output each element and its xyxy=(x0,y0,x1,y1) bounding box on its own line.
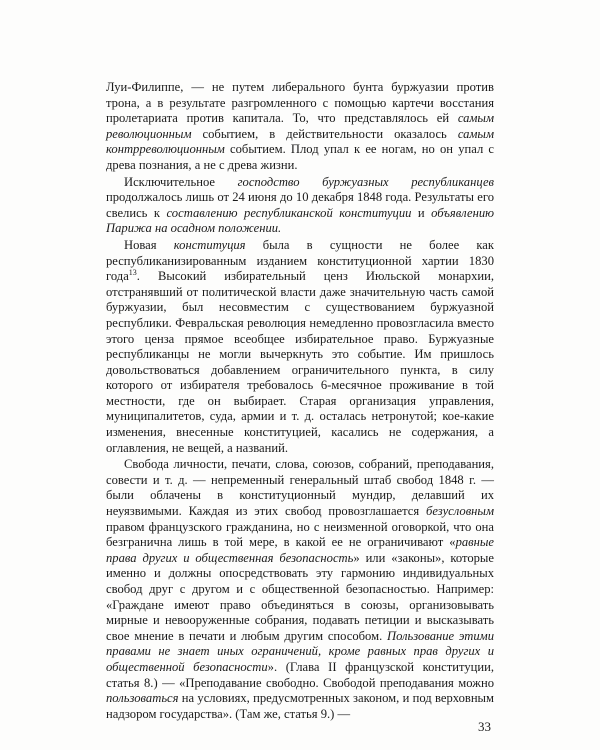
text-run: правом французского гражданина, но с неизменной оговоркой, что она безгранична лишь в той мере, в какой ее не ограничивают « xyxy=(106,519,494,550)
text-run: на условиях, предусмотренных законом, и под верховным надзором государства». (Там же, статья 9.) — xyxy=(106,691,494,721)
paragraph xyxy=(106,80,494,174)
italic-text: объявлению Парижа на осадном положении. xyxy=(106,205,494,236)
italic-text: равные права других и общественная безопасность xyxy=(106,535,494,565)
italic-text: Пользование этими правами не знает иных ограничений, кроме равных прав других и общественной безопасности xyxy=(106,628,494,674)
text-run: событием, в действительности оказалось xyxy=(191,126,458,141)
italic-text: составлению республиканской конституции xyxy=(166,205,412,220)
paragraph xyxy=(106,457,494,722)
text-run: и xyxy=(411,205,432,220)
text-run: . Высокий избирательный ценз Июльской монархии, отстранявший от политической власти даже значительную часть самой буржуазии, был несовместим с существованием буржуазной республики. Февральская революция немедленно провозгласила вместо этого ценза прямое всеобщее избирательное право. Буржуазные республиканцы не могли вычеркнуть это событие. Им пришлось довольствоваться добавлением ограничительного пункта, в силу которого от избирателя требовалось 6-месячное проживание в той местности, где он выбирает. Старая организация управления, муниципалитетов, суда, армии и т. д. осталась нетронутой; кое-какие изменения, внесенные конституцией, касались не содержания, а оглавления, не вещей, а названий. xyxy=(106,269,494,455)
italic-text: конституция xyxy=(173,237,246,252)
italic-text: пользоваться xyxy=(106,691,179,706)
paragraph xyxy=(106,238,494,456)
text-run: продолжалось лишь от 24 июня до 10 декабря 1848 года. Результаты его свелись к xyxy=(106,190,494,220)
paragraph xyxy=(106,175,494,237)
text-run: Свобода личности, печати, слова, союзов, собраний, преподавания, совести и т. д. — непременный генеральный штаб свобод 1848 г. — были облачены в конституционный мундир, делавший их неуязвимыми. Каждая из этих свобод провозглашается xyxy=(106,457,494,519)
italic-text: господство буржуазных республиканцев xyxy=(237,174,494,189)
italic-text: безусловным xyxy=(426,504,494,519)
text-run: Исключительное xyxy=(124,174,238,189)
text-run: Новая xyxy=(124,237,174,252)
text-run: Луи-Филиппе, — не путем либерального бунта буржуазии против трона, а в результате разгромленного с помощью картечи восстания пролетариата против капитала. То, что представлялось ей xyxy=(106,80,494,126)
text-run: событием. Плод упал к ее ногам, но он упал с древа познания, а не с древа жизни. xyxy=(106,142,494,172)
text-run: » или «законы», которые именно и должны опосредствовать эту гармонию индивидуальных свобод друг с другом и с общественной безопасностью. Например: «Граждане имеют право объединяться в союзы, организовывать мирные и невооруженные собрания, подавать петиции и высказывать свое мнение в печати и любым другим способом. xyxy=(106,550,494,643)
italic-text: самым революционным xyxy=(106,111,494,141)
text-run: ». (Глава II французской конституции, статья 8.) — «Преподавание свободно. Свободой преподавания можно xyxy=(106,659,494,690)
text-run: была в сущности не более как республиканизированным изданием конституционной хартии 1830 года xyxy=(106,237,495,284)
italic-text: самым контрреволюционным xyxy=(106,126,494,157)
page-number: 33 xyxy=(478,719,491,734)
footnote-marker: 13 xyxy=(128,267,137,277)
body-text xyxy=(106,80,494,722)
